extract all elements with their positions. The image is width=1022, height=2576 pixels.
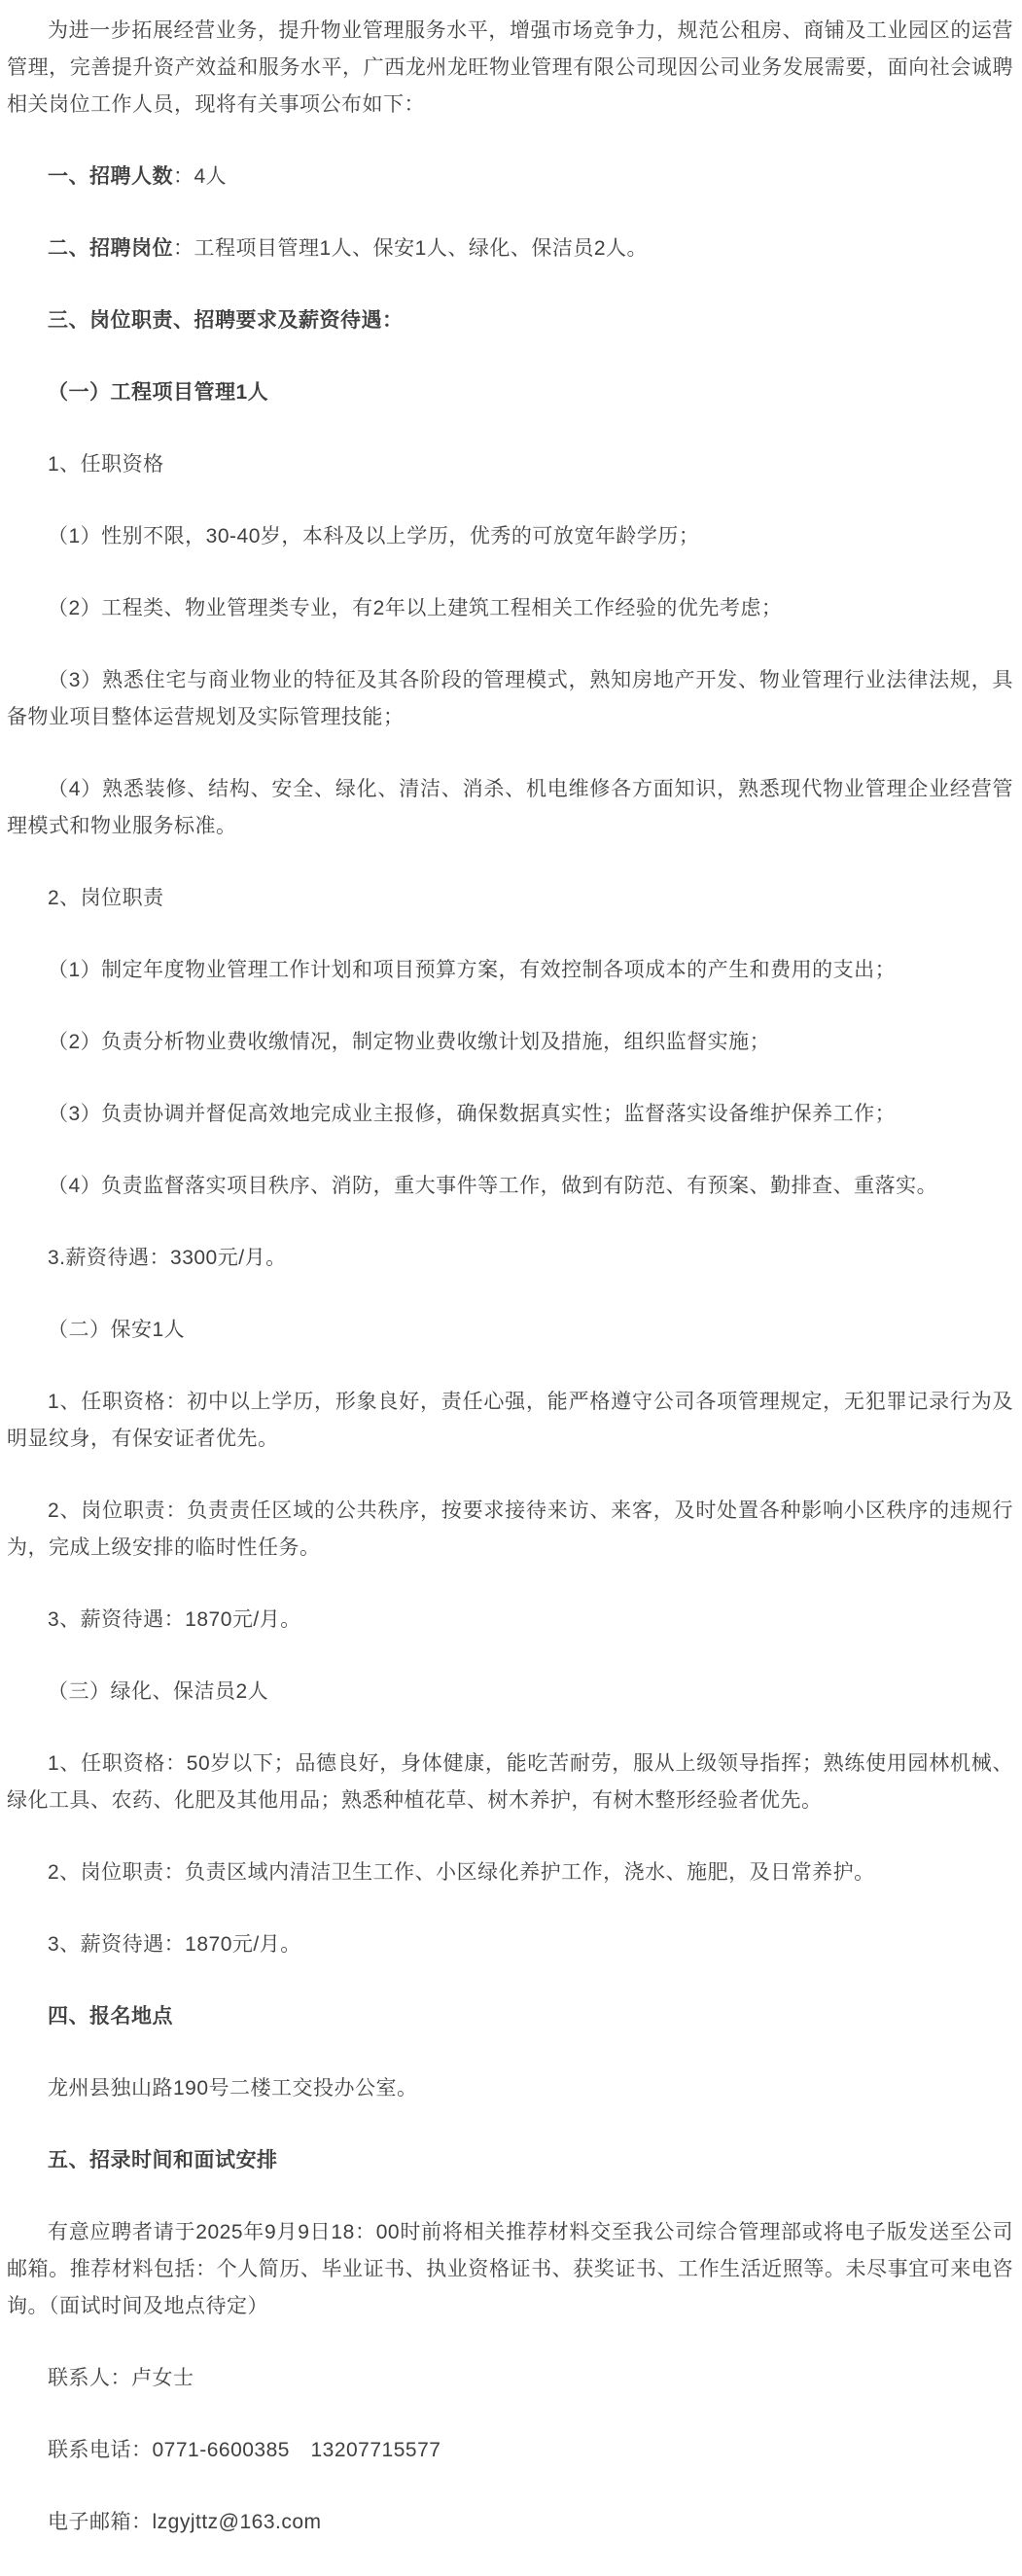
section4-heading: 四、报名地点 [48, 2005, 173, 2028]
job1-qualifications-heading: 1、任职资格 [48, 453, 164, 476]
headcount-line [7, 159, 1013, 195]
contact-phone-line: 联系电话：0771-6600385 13207715577 [48, 2439, 441, 2461]
section5-heading: 五、招录时间和面试安排 [48, 2149, 278, 2171]
positions-value: ：工程项目管理1人、保安1人、绿化、保洁员2人。 [173, 237, 649, 260]
job1-responsibility-item: （1）制定年度物业管理工作计划和项目预算方案，有效控制各项成本的产生和费用的支出； [48, 959, 897, 981]
job3-heading: （三）绿化、保洁员2人 [48, 1680, 269, 1703]
job1-responsibility-item: （3）负责协调并督促高效地完成业主报修，确保数据真实性；监督落实设备维护保养工作； [48, 1103, 897, 1125]
job1-qualification-item: （3）熟悉住宅与商业物业的特征及其各阶段的管理模式，熟知房地产开发、物业管理行业法律法规，具备物业项目整体运营规划及实际管理技能； [7, 669, 1013, 728]
job1-qualification-item: （2）工程类、物业管理类专业，有2年以上建筑工程相关工作经验的优先考虑； [48, 597, 783, 619]
job2-responsibility-line: 2、岗位职责：负责责任区域的公共秩序，按要求接待来访、来客，及时处置各种影响小区秩序的违规行为，完成上级安排的临时性任务。 [7, 1500, 1013, 1559]
contact-person-line: 联系人：卢女士 [48, 2367, 194, 2389]
job3-salary-line: 3、薪资待遇：1870元/月。 [48, 1933, 301, 1956]
contact-email-line: 电子邮箱：lzgyjttz@163.com [48, 2511, 322, 2533]
job1-responsibilities-heading: 2、岗位职责 [48, 887, 164, 909]
job2-heading: （二）保安1人 [48, 1319, 186, 1341]
job2-salary-line: 3、薪资待遇：1870元/月。 [48, 1608, 301, 1631]
positions-label: 二、招聘岗位 [48, 237, 173, 260]
positions-line [7, 230, 1013, 267]
job1-heading: （一）工程项目管理1人 [48, 381, 269, 404]
job1-qualification-item: （4）熟悉装修、结构、安全、绿化、清洁、消杀、机电维修各方面知识，熟悉现代物业管理企业经营管理模式和物业服务标准。 [7, 778, 1013, 837]
registration-location-line: 龙州县独山路190号二楼工交投办公室。 [48, 2077, 418, 2100]
job3-qualification-line: 1、任职资格：50岁以下；品德良好，身体健康，能吃苦耐劳，服从上级领导指挥；熟练使用园林机械、绿化工具、农药、化肥及其他用品；熟悉种植花草、树木养护，有树木整形经验者优先。 [7, 1752, 1013, 1812]
intro-paragraph: 为进一步拓展经营业务，提升物业管理服务水平，增强市场竞争力，规范公租房、商铺及工业园区的运营管理，完善提升资产效益和服务水平，广西龙州龙旺物业管理有限公司现因公司业务发展需要，面向社会诚聘相关岗位工作人员，现将有关事项公布如下： [7, 19, 1013, 116]
job1-salary-line: 3.薪资待遇：3300元/月。 [48, 1247, 287, 1269]
schedule-paragraph: 有意应聘者请于2025年9月9日18：00时前将相关推荐材料交至我公司综合管理部或将电子版发送至公司邮箱。推荐材料包括：个人简历、毕业证书、执业资格证书、获奖证书、工作生活近照等。未尽事宜可来电咨询。（面试时间及地点待定） [7, 2221, 1013, 2317]
section3-heading: 三、岗位职责、招聘要求及薪资待遇： [48, 309, 404, 332]
job1-responsibility-item: （4）负责监督落实项目秩序、消防，重大事件等工作，做到有防范、有预案、勤排查、重落实。 [48, 1175, 938, 1197]
job2-qualification-line: 1、任职资格：初中以上学历，形象良好，责任心强，能严格遵守公司各项管理规定，无犯罪记录行为及明显纹身，有保安证者优先。 [7, 1391, 1013, 1450]
headcount-value: ：4人 [173, 165, 228, 188]
headcount-label: 一、招聘人数 [48, 165, 173, 188]
job3-responsibility-line: 2、岗位职责：负责区域内清洁卫生工作、小区绿化养护工作，浇水、施肥，及日常养护。 [48, 1861, 875, 1884]
job1-responsibility-item: （2）负责分析物业费收缴情况，制定物业费收缴计划及措施，组织监督实施； [48, 1031, 771, 1053]
job1-qualification-item: （1）性别不限，30-40岁，本科及以上学历，优秀的可放宽年龄学历； [48, 525, 700, 547]
